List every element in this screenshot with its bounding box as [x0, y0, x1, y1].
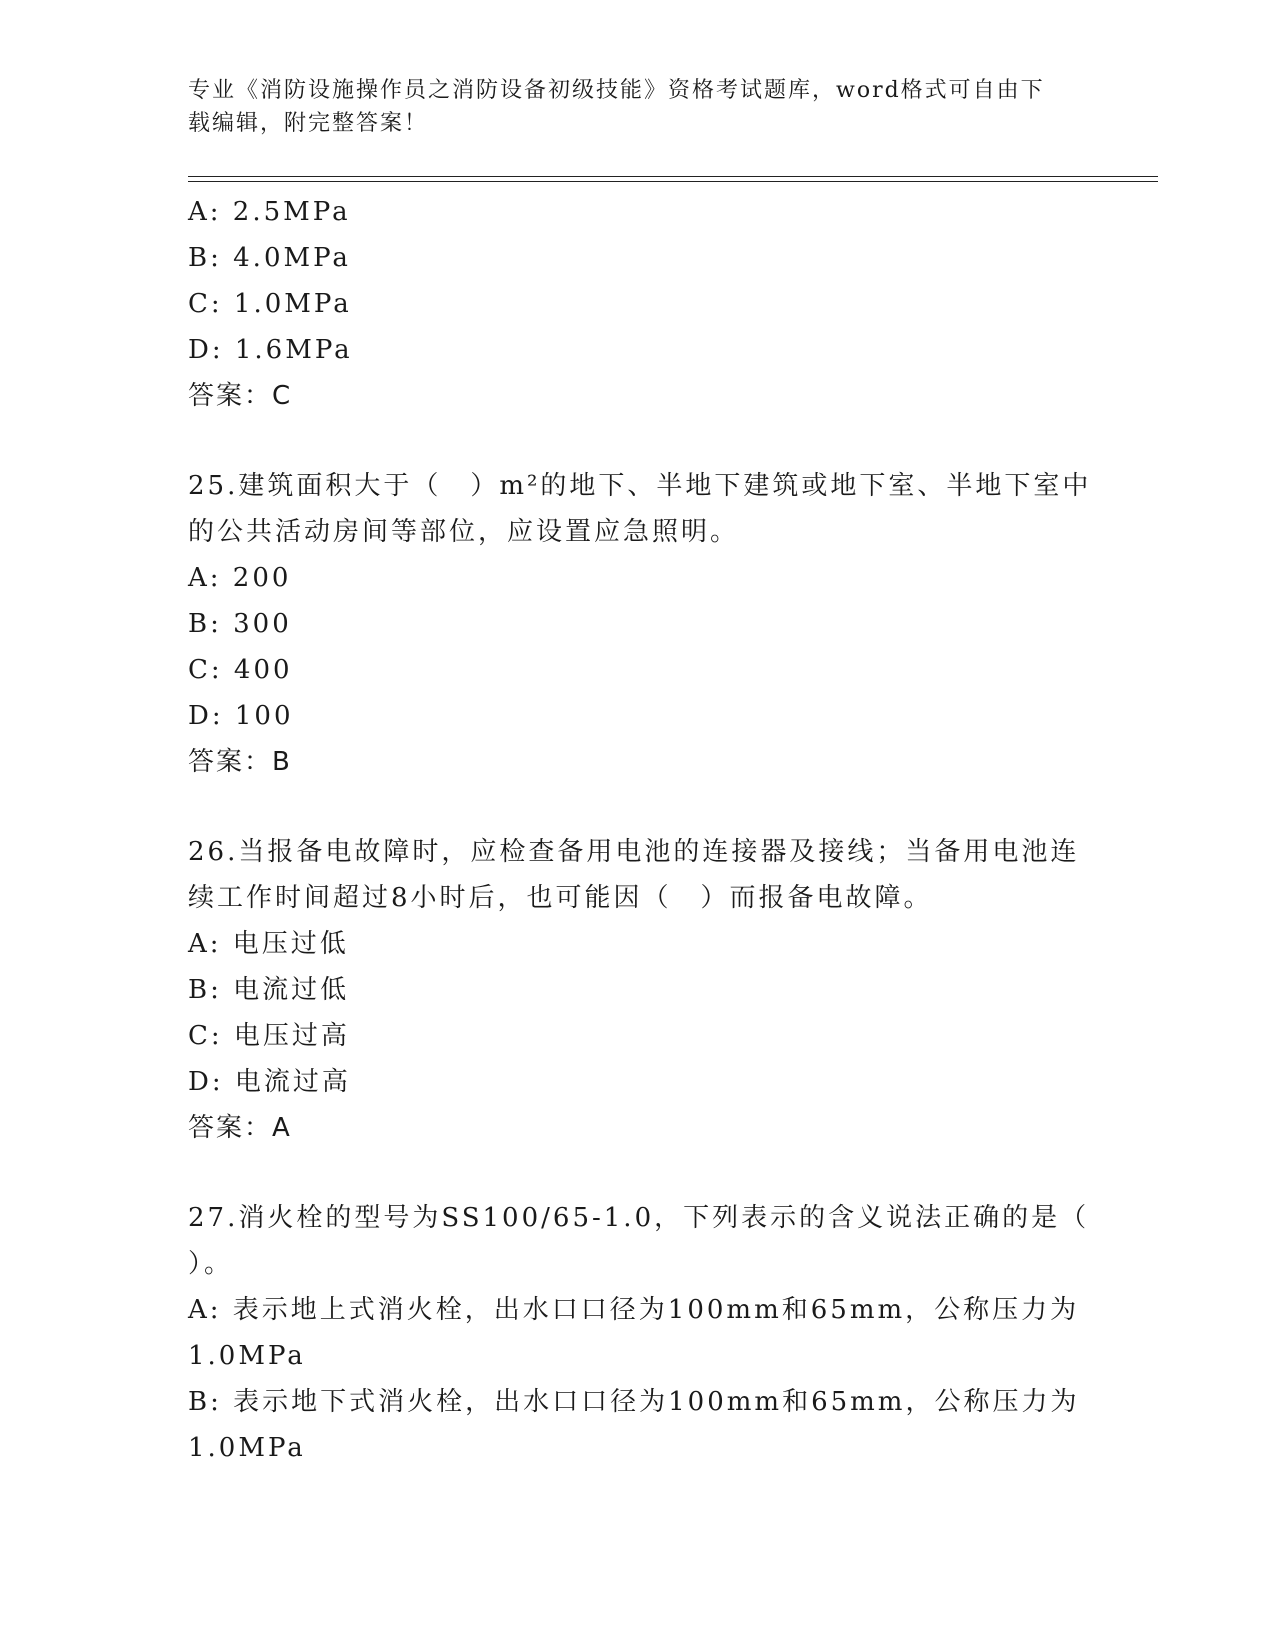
option-b: B: 电流过低: [188, 975, 350, 1005]
question-stem-line-1: 26.当报备电故障时，应检查备用电池的连接器及接线；当备用电池连: [188, 837, 1080, 867]
header-divider-top: [188, 176, 1158, 177]
question-stem-line-1: 27.消火栓的型号为SS100/65-1.0，下列表示的含义说法正确的是（: [188, 1203, 1090, 1233]
header-line-1: 专业《消防设施操作员之消防设备初级技能》资格考试题库，word格式可自由下: [188, 78, 1045, 103]
option-a-line-2: 1.0MPa: [188, 1341, 306, 1371]
question-stem-line-2: 的公共活动房间等部位，应设置应急照明。: [188, 517, 740, 547]
option-c: C: 电压过高: [188, 1021, 350, 1051]
answer: 答案：C: [188, 381, 293, 411]
header-divider-bottom: [188, 181, 1158, 182]
question-stem-line-1: 25.建筑面积大于（ ）m²的地下、半地下建筑或地下室、半地下室中: [188, 471, 1092, 501]
question-26: [188, 829, 1088, 1151]
question-24: [188, 189, 1088, 419]
question-content: [188, 189, 1092, 1471]
option-b-line-1: B: 表示地下式消火栓，出水口口径为100mm和65mm，公称压力为: [188, 1387, 1080, 1417]
option-b: B: 4.0MPa: [188, 243, 351, 273]
question-stem-line-2: ）。: [188, 1249, 234, 1279]
option-d: D: 100: [188, 701, 294, 731]
question-25: [188, 463, 1092, 785]
option-a-line-1: A: 表示地上式消火栓，出水口口径为100mm和65mm，公称压力为: [188, 1295, 1080, 1325]
option-c: C: 400: [188, 655, 293, 685]
answer: 答案：B: [188, 747, 292, 777]
option-a: A: 200: [188, 563, 292, 593]
option-b-line-2: 1.0MPa: [188, 1433, 306, 1463]
option-d: D: 1.6MPa: [188, 335, 353, 365]
option-b: B: 300: [188, 609, 292, 639]
option-d: D: 电流过高: [188, 1067, 351, 1097]
question-27: [188, 1195, 1088, 1471]
question-stem-line-2: 续工作时间超过8小时后，也可能因（ ）而报备电故障。: [188, 883, 933, 913]
option-c: C: 1.0MPa: [188, 289, 352, 319]
option-a: A: 2.5MPa: [188, 197, 351, 227]
header-line-2: 载编辑，附完整答案！: [188, 111, 429, 136]
answer: 答案：A: [188, 1113, 292, 1143]
option-a: A: 电压过低: [188, 929, 349, 959]
document-header: [188, 74, 1088, 140]
